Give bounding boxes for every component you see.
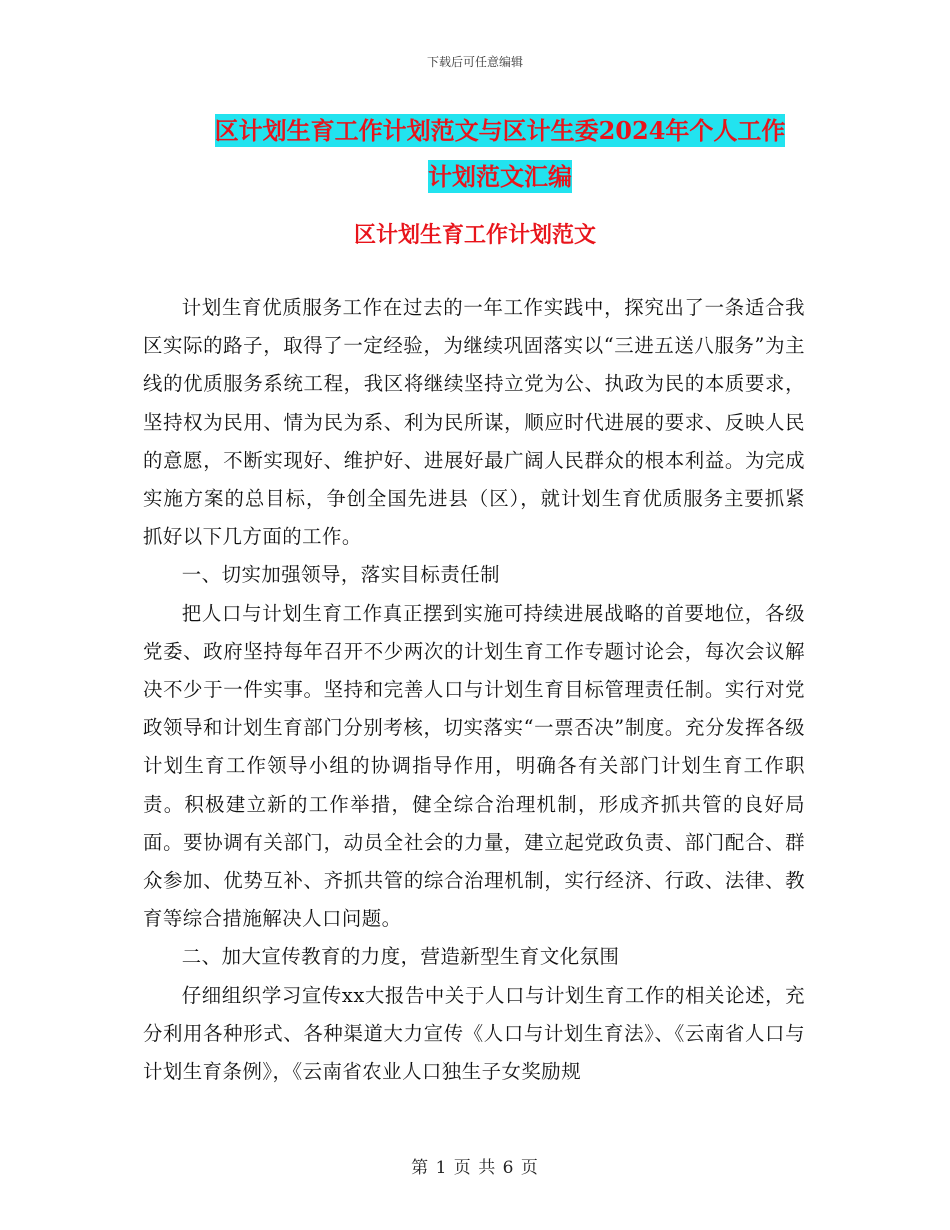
document-title <box>140 108 860 200</box>
paragraph-heading: 一、切实加强领导，落实目标责任制 <box>181 563 501 587</box>
section-title: 区计划生育工作计划范文 <box>353 222 596 248</box>
paragraph: 仔细组织学习宣传xx大报告中关于人口与计划生育工作的相关论述，充分利用各种形式、各种渠道大力宣传《人口与计划生育法》、《云南省人口与计划生育条例》，《云南省农业人口独生子女奖励规 <box>143 983 805 1084</box>
download-note: 下载后可任意编辑 <box>426 55 523 69</box>
title-line-2: 计划范文汇编 <box>428 162 572 191</box>
body-text <box>143 289 805 1091</box>
paragraph: 计划生育优质服务工作在过去的一年工作实践中，探究出了一条适合我区实际的路子，取得了一定经验，为继续巩固落实以“三进五送八服务”为主线的优质服务系统工程，我区将继续坚持立党为公、执政为民的本质要求，坚持权为民用、情为民为系、利为民所谋，顺应时代进展的要求、反映人民的意愿，不断实现好、维护好、进展好最广阔人民群众的根本利益。为完成实施方案的总目标，争创全国先进县（区），就计划生育优质服务主要抓紧抓好以下几方面的工作。 <box>143 296 805 549</box>
paragraph: 把人口与计划生育工作真正摆到实施可持续进展战略的首要地位，各级党委、政府坚持每年召开不少两次的计划生育工作专题讨论会，每次会议解决不少于一件实事。坚持和完善人口与计划生育目标管理责任制。实行对党政领导和计划生育部门分别考核，切实落实“一票否决”制度。充分发挥各级计划生育工作领导小组的协调指导作用，明确各有关部门计划生育工作职责。积极建立新的工作举措，健全综合治理机制，形成齐抓共管的良好局面。要协调有关部门，动员全社会的力量，建立起党政负责、部门配合、群众参加、优势互补、齐抓共管的综合治理机制，实行经济、行政、法律、教育等综合措施解决人口问题。 <box>143 601 805 931</box>
page-number: 第 1 页 共 6 页 <box>411 1158 539 1178</box>
title-line-1: 区计划生育工作计划范文与区计生委2024年个人工作 <box>214 116 786 145</box>
paragraph-heading: 二、加大宣传教育的力度，营造新型生育文化氛围 <box>181 945 620 969</box>
